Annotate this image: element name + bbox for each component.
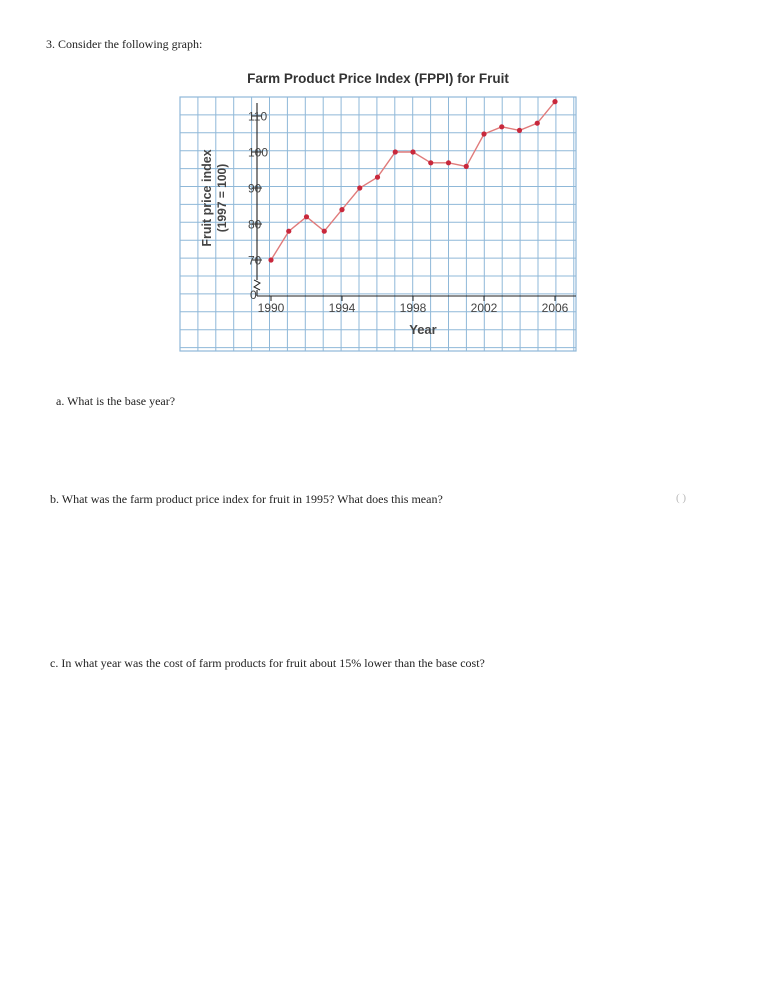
chart-frame bbox=[180, 97, 576, 351]
chart-title: Farm Product Price Index (FPPI) for Fruit bbox=[247, 71, 509, 86]
data-point bbox=[304, 214, 309, 219]
y-tick-label: 90 bbox=[248, 181, 262, 196]
y-tick-label: 70 bbox=[248, 253, 262, 268]
data-point bbox=[410, 149, 415, 154]
data-point bbox=[446, 160, 451, 165]
data-point bbox=[393, 149, 398, 154]
data-point bbox=[375, 175, 380, 180]
data-point bbox=[552, 99, 557, 104]
y-tick-label: 100 bbox=[248, 145, 269, 160]
y-axis-label: Fruit price index bbox=[200, 149, 214, 247]
data-point bbox=[357, 185, 362, 190]
data-point bbox=[464, 164, 469, 169]
data-point bbox=[499, 124, 504, 129]
margin-mark-b: ( ) bbox=[676, 492, 687, 504]
question-a: a. What is the base year? bbox=[56, 394, 176, 408]
data-point bbox=[428, 160, 433, 165]
y-tick-label: 80 bbox=[248, 217, 262, 232]
x-tick-label: 1994 bbox=[328, 301, 356, 315]
question-c: c. In what year was the cost of farm products for fruit about 15% lower than the base cost? bbox=[50, 656, 485, 670]
x-tick-label: 2002 bbox=[470, 301, 498, 315]
data-point bbox=[286, 229, 291, 234]
question-b: b. What was the farm product price index for fruit in 1995? What does this mean? bbox=[50, 492, 443, 506]
data-point bbox=[535, 121, 540, 126]
data-point bbox=[481, 131, 486, 136]
x-axis-label: Year bbox=[409, 322, 437, 337]
data-point bbox=[268, 257, 273, 262]
y-axis-sublabel: (1997 = 100) bbox=[215, 163, 229, 233]
data-point bbox=[517, 128, 522, 133]
data-point bbox=[322, 229, 327, 234]
data-point bbox=[339, 207, 344, 212]
x-tick-label: 1998 bbox=[399, 301, 427, 315]
x-tick-label: 1990 bbox=[257, 301, 285, 315]
x-tick-label: 2006 bbox=[541, 301, 569, 315]
y-zero-label: 0 bbox=[250, 288, 257, 302]
y-tick-label: 110 bbox=[248, 109, 268, 124]
question-intro: 3. Consider the following graph: bbox=[46, 37, 203, 51]
